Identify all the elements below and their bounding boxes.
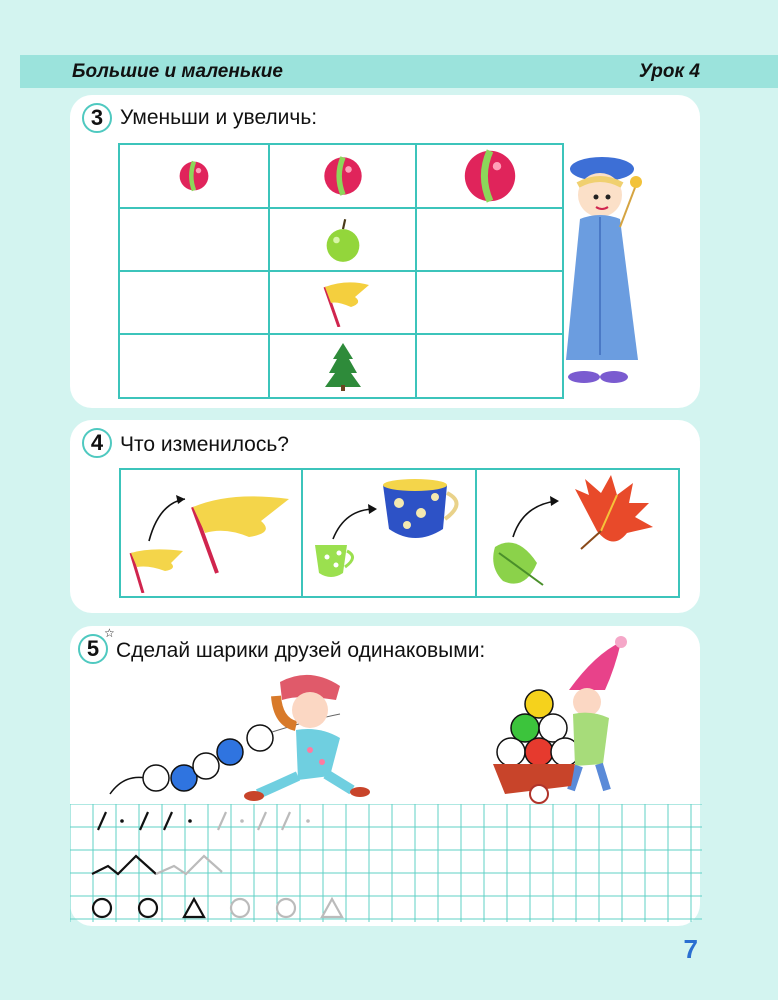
task3-empty-cell [119,271,269,334]
lesson-header [20,55,778,88]
practice-grid [70,804,702,924]
task5-title: Сделай шарики друзей одинаковыми: [116,639,486,662]
task5-card [70,626,700,926]
apple-image [321,216,365,264]
task4-cell-flags [120,469,302,597]
task3-cell [269,144,416,208]
cup-grows-image [303,473,473,593]
pattern-strokes [92,812,342,917]
task4-cell-cups [302,469,476,597]
flag-grows-image [121,473,297,593]
task3-cell [269,334,416,398]
task4-cell-leaves [476,469,679,597]
task3-cell [416,144,563,208]
task3-cell [119,144,269,208]
page-number: 7 [683,934,698,964]
gnome-with-cart-image [475,634,645,804]
flag-image [311,279,375,327]
task3-empty-cell [416,208,563,271]
task4-title: Что изменилось? [120,433,289,456]
task3-number: 3 [82,103,112,133]
task3-empty-cell [416,271,563,334]
grid-lines [70,804,702,922]
lesson-topic: Большие и маленькие [72,60,283,82]
task4-card [70,420,700,613]
kid-with-balloons-image [100,666,390,806]
task3-card [70,95,700,408]
task4-grid [119,468,680,598]
task4-number: 4 [82,428,112,458]
task5-number: 5 [78,634,108,664]
plum-medium-image [321,154,365,198]
plum-large-image [462,148,518,204]
plum-small-image [176,158,212,194]
task3-empty-cell [416,334,563,398]
lesson-number: Урок 4 [638,60,700,82]
task5-star-icon: ☆ [104,626,115,640]
task3-empty-cell [119,334,269,398]
fir-tree-image [323,341,363,391]
clown-girl-image [560,155,660,395]
task3-cell [269,271,416,334]
task3-cell [269,208,416,271]
task3-empty-cell [119,208,269,271]
task3-title: Уменьши и увеличь: [120,106,318,129]
leaf-changes-image [477,473,673,593]
task3-grid [118,143,564,399]
